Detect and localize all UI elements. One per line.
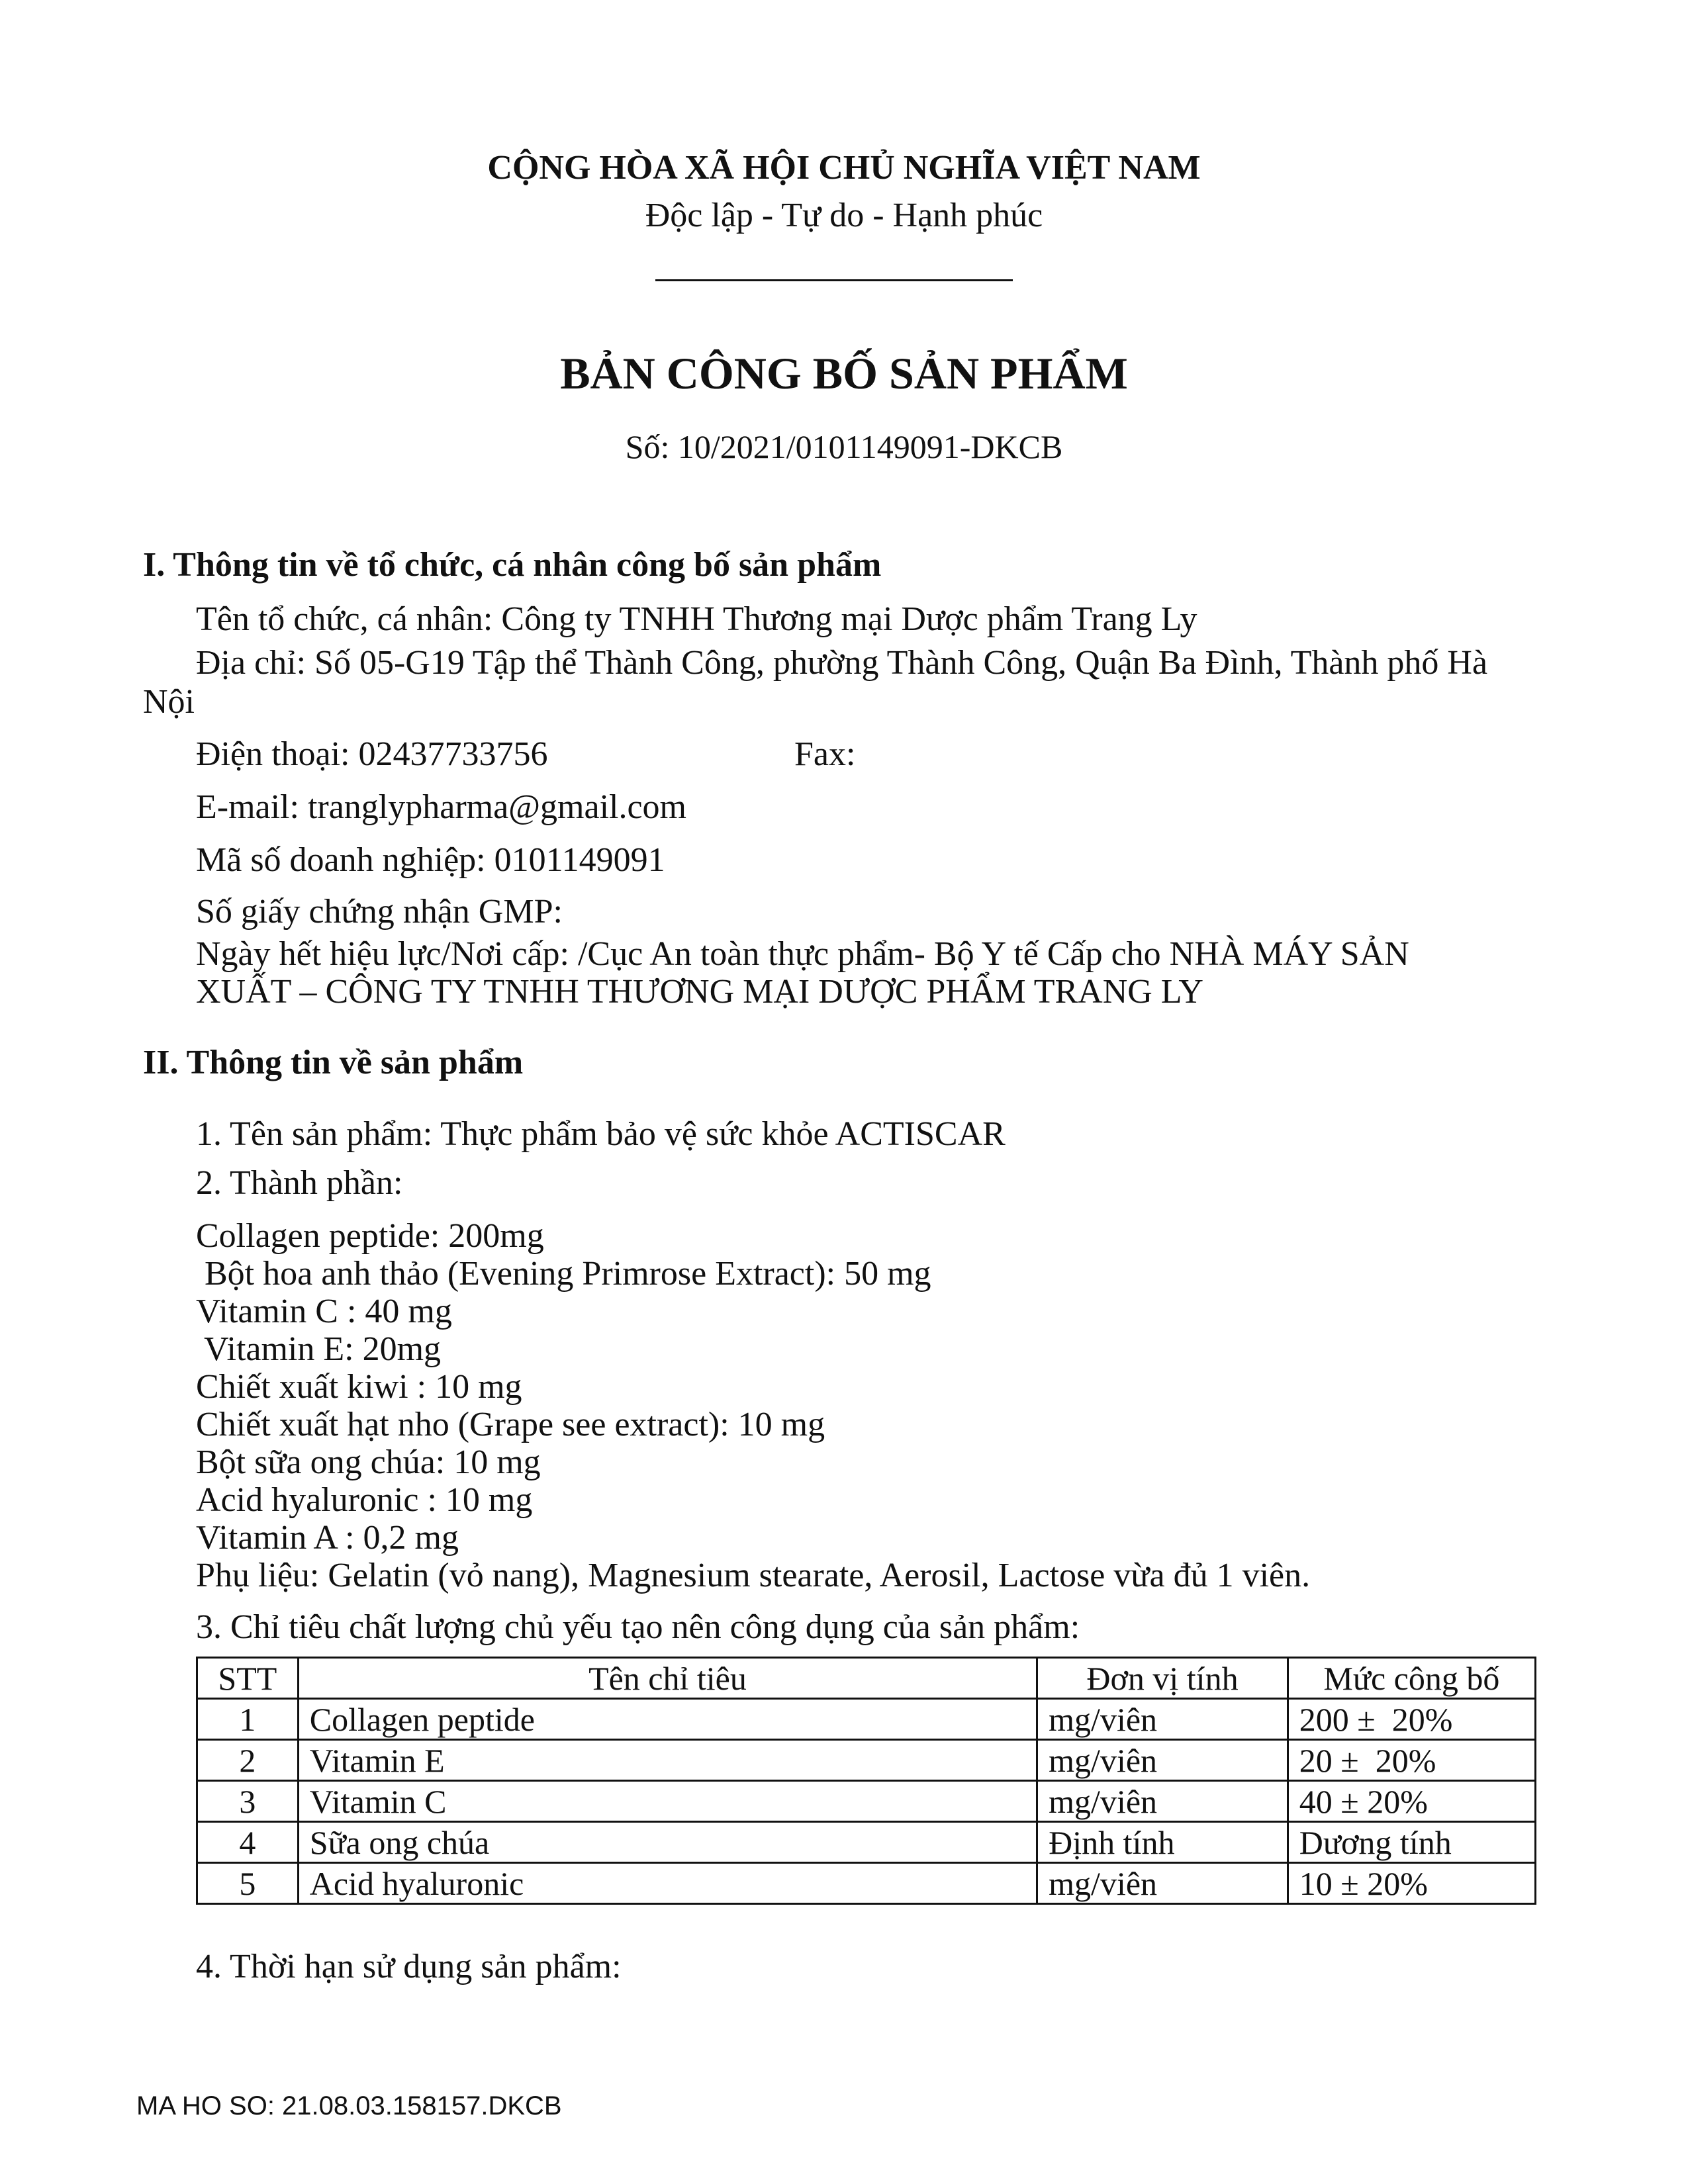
cell-value: 10 ± 20% xyxy=(1288,1863,1535,1904)
address-line-1: Địa chỉ: Số 05-G19 Tập thể Thành Công, phường Thành Công, Quận Ba Đình, Thành phố Hà xyxy=(196,644,1488,682)
cell-name: Vitamin E xyxy=(298,1740,1037,1781)
address-line-2: Nội xyxy=(143,683,195,721)
cell-name: Sữa ong chúa xyxy=(298,1822,1037,1863)
cell-stt: 2 xyxy=(197,1740,299,1781)
section-1-heading: I. Thông tin về tổ chức, cá nhân công bố sản phẩm xyxy=(143,546,882,584)
business-code: Mã số doanh nghiệp: 0101149091 xyxy=(196,841,665,879)
cell-unit: mg/viên xyxy=(1037,1699,1288,1740)
phone: Điện thoại: 02437733756 xyxy=(196,735,548,773)
org-name: Tên tổ chức, cá nhân: Công ty TNHH Thương mại Dược phẩm Trang Ly xyxy=(196,600,1197,638)
fax: Fax: xyxy=(794,735,856,773)
cell-stt: 4 xyxy=(197,1822,299,1863)
table-row xyxy=(197,1699,1536,1740)
col-header-value: Mức công bố xyxy=(1288,1658,1535,1699)
cell-unit: mg/viên xyxy=(1037,1740,1288,1781)
document-number: Số: 10/2021/0101149091-DKCB xyxy=(625,428,1063,465)
ingredient-item: Chiết xuất hạt nho (Grape see extract): 10 mg xyxy=(196,1406,825,1443)
table-header-row xyxy=(197,1658,1536,1699)
col-header-stt: STT xyxy=(197,1658,299,1699)
table-row xyxy=(197,1863,1536,1904)
ingredient-item: Bột sữa ong chúa: 10 mg xyxy=(196,1443,541,1481)
motto-underline xyxy=(655,279,1013,281)
cell-stt: 5 xyxy=(197,1863,299,1904)
document-title: BẢN CÔNG BỐ SẢN PHẨM xyxy=(560,348,1128,398)
section-2-heading: II. Thông tin về sản phẩm xyxy=(143,1044,524,1081)
ingredient-item: Bột hoa anh thảo (Evening Primrose Extract): 50 mg xyxy=(196,1255,931,1293)
cell-value: Dương tính xyxy=(1288,1822,1535,1863)
cell-unit: mg/viên xyxy=(1037,1781,1288,1822)
cell-unit: mg/viên xyxy=(1037,1863,1288,1904)
table-row xyxy=(197,1781,1536,1822)
table-row xyxy=(197,1822,1536,1863)
cell-name: Vitamin C xyxy=(298,1781,1037,1822)
cell-name: Collagen peptide xyxy=(298,1699,1037,1740)
shelf-life-heading: 4. Thời hạn sử dụng sản phẩm: xyxy=(196,1948,622,1985)
email: E-mail: tranglypharma@gmail.com xyxy=(196,788,686,826)
validity-line-2: XUẤT – CÔNG TY TNHH THƯƠNG MẠI DƯỢC PHẨM TRANG LY xyxy=(196,973,1203,1011)
cell-value: 40 ± 20% xyxy=(1288,1781,1535,1822)
composition-heading: 2. Thành phần: xyxy=(196,1164,403,1202)
cell-value: 20 ± 20% xyxy=(1288,1740,1535,1781)
table-row xyxy=(197,1740,1536,1781)
record-code-footer: MA HO SO: 21.08.03.158157.DKCB xyxy=(136,2091,562,2120)
ingredient-item: Vitamin A : 0,2 mg xyxy=(196,1519,459,1557)
cell-stt: 3 xyxy=(197,1781,299,1822)
cell-name: Acid hyaluronic xyxy=(298,1863,1037,1904)
quality-heading: 3. Chỉ tiêu chất lượng chủ yếu tạo nên công dụng của sản phẩm: xyxy=(196,1608,1080,1646)
col-header-name: Tên chỉ tiêu xyxy=(298,1658,1037,1699)
ingredient-item: Chiết xuất kiwi : 10 mg xyxy=(196,1368,522,1406)
national-motto: Độc lập - Tự do - Hạnh phúc xyxy=(645,197,1043,234)
col-header-unit: Đơn vị tính xyxy=(1037,1658,1288,1699)
excipients: Phụ liệu: Gelatin (vỏ nang), Magnesium stearate, Aerosil, Lactose vừa đủ 1 viên. xyxy=(196,1557,1311,1594)
gmp-certificate: Số giấy chứng nhận GMP: xyxy=(196,893,563,931)
ingredient-item: Acid hyaluronic : 10 mg xyxy=(196,1481,533,1519)
ingredient-item: Vitamin C : 40 mg xyxy=(196,1293,452,1330)
cell-unit: Định tính xyxy=(1037,1822,1288,1863)
product-name: 1. Tên sản phẩm: Thực phẩm bảo vệ sức khỏe ACTISCAR xyxy=(196,1115,1006,1153)
ingredient-item: Vitamin E: 20mg xyxy=(196,1330,442,1368)
cell-stt: 1 xyxy=(197,1699,299,1740)
quality-spec-table xyxy=(196,1657,1536,1905)
national-title: CỘNG HÒA XÃ HỘI CHỦ NGHĨA VIỆT NAM xyxy=(487,149,1201,187)
ingredient-item: Collagen peptide: 200mg xyxy=(196,1217,544,1255)
cell-value: 200 ± 20% xyxy=(1288,1699,1535,1740)
validity-line-1: Ngày hết hiệu lực/Nơi cấp: /Cục An toàn thực phẩm- Bộ Y tế Cấp cho NHÀ MÁY SẢN xyxy=(196,935,1409,973)
